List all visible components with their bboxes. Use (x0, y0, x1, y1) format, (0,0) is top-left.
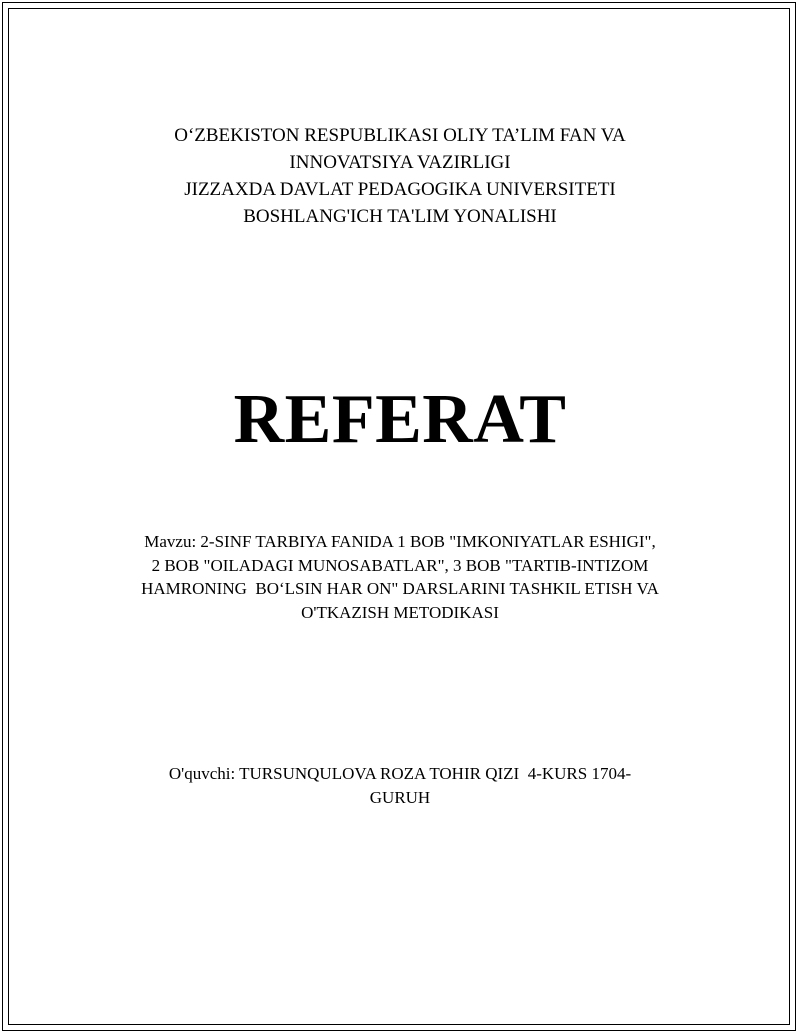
topic-line-2: 2 BOB "OILADAGI MUNOSABATLAR", 3 BOB "TARTIB-INTIZOM (151, 555, 649, 575)
header-line-faculty: BOSHLANG'ICH TA'LIM YONALISHI (243, 206, 557, 227)
header-line-ministry-1: O‘ZBEKISTON RESPUBLIKASI OLIY TA’LIM FAN VA (174, 125, 626, 146)
header-line-university: JIZZAXDA DAVLAT PEDAGOGIKA UNIVERSITETI (184, 179, 616, 200)
student-line-1: O'quvchi: TURSUNQULOVA ROZA TOHIR QIZI 4-KURS 1704- (168, 764, 632, 783)
topic-section (0, 530, 800, 624)
topic-line-4: O'TKAZISH METODIKASI (301, 602, 499, 622)
topic-line-1: Mavzu: 2-SINF TARBIYA FANIDA 1 BOB "IMKONIYATLAR ESHIGI", (144, 532, 656, 551)
student-line-2: GURUH (369, 788, 431, 807)
document-title: REFERAT (233, 381, 567, 458)
topic-line-3: HAMRONING BO‘LSIN HAR ON" DARSLARINI TASHKIL ETISH VA (141, 579, 659, 598)
student-info (0, 762, 800, 810)
header-line-ministry-2: INNOVATSIYA VAZIRLIGI (289, 152, 511, 173)
institution-header (0, 122, 800, 230)
